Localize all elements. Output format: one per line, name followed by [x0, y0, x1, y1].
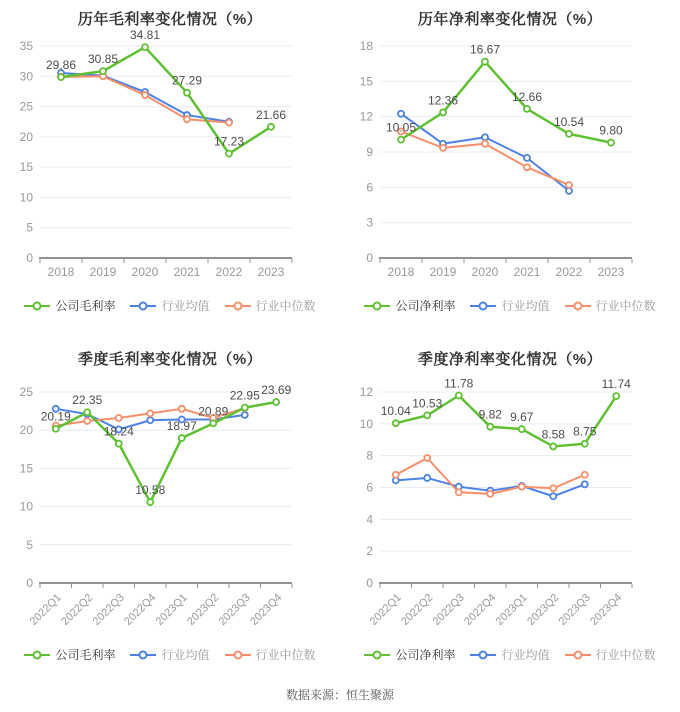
data-point-marker-industry-median: [524, 164, 530, 170]
x-axis-tick-label: 2023Q2: [525, 591, 562, 628]
data-point-marker-company: [58, 74, 64, 80]
legend-item-industry-avg[interactable]: [470, 646, 549, 663]
data-point-marker-industry-median: [393, 472, 399, 478]
legend-label: 行业中位数: [595, 648, 656, 662]
x-axis-tick-label: 2021: [513, 265, 541, 279]
y-axis-tick-label: 6: [366, 180, 373, 195]
data-source-note: 数据来源：恒生聚源: [285, 688, 394, 702]
chart-quarterly-net-margin: [340, 340, 680, 684]
data-point-marker-company: [210, 420, 216, 426]
data-label: 10.58: [135, 483, 166, 498]
data-point-marker-company: [273, 399, 279, 405]
data-point-marker-company: [550, 443, 556, 449]
data-point-marker-company: [613, 393, 619, 399]
y-axis-tick-label: 30: [19, 69, 33, 84]
y-axis-tick-label: 15: [19, 461, 33, 476]
data-label: 34.81: [129, 28, 161, 43]
data-label: 20.89: [198, 404, 229, 419]
data-point-marker-industry-avg: [242, 412, 248, 418]
x-axis-tick-label: 2019: [429, 265, 457, 279]
data-label: 20.19: [40, 409, 71, 424]
y-axis-tick-label: 12: [359, 385, 373, 399]
y-axis-tick-label: 10: [19, 190, 33, 205]
x-axis-tick-label: 2021: [173, 265, 201, 279]
data-point-marker-company: [242, 405, 248, 411]
legend-item-industry-avg[interactable]: [470, 297, 549, 314]
line-marker-icon: [24, 650, 50, 660]
data-label: 18.24: [103, 424, 134, 439]
plot-area: [0, 0, 340, 344]
y-axis-tick-label: 3: [366, 215, 373, 230]
x-axis-tick-label: 2023Q4: [248, 591, 285, 628]
legend-label: 行业均值: [161, 648, 210, 662]
x-axis-tick-label: 2019: [89, 265, 117, 279]
data-label: 23.69: [261, 383, 292, 398]
data-label: 21.66: [255, 107, 287, 122]
legend-label: 行业均值: [501, 299, 550, 313]
data-label: 18.97: [166, 419, 197, 434]
data-point-marker-industry-avg: [424, 475, 430, 481]
y-axis-tick-label: 6: [366, 480, 373, 495]
x-axis-tick-label: 2022: [215, 265, 243, 279]
data-point-marker-company: [184, 90, 190, 96]
legend-label: 公司净利率: [395, 299, 456, 313]
data-label: 12.36: [427, 93, 459, 108]
legend-label: 行业均值: [161, 299, 210, 313]
legend-item-industry-median[interactable]: [565, 297, 656, 314]
data-point-marker-industry-median: [456, 489, 462, 495]
y-axis-tick-label: 15: [359, 74, 373, 89]
data-point-marker-company: [393, 420, 399, 426]
y-axis-tick-label: 12: [359, 109, 373, 124]
data-point-marker-company: [398, 137, 404, 143]
legend-item-industry-median[interactable]: [565, 646, 656, 663]
line-marker-icon: [565, 650, 591, 660]
data-point-marker-company: [226, 151, 232, 157]
data-point-marker-company: [116, 441, 122, 447]
legend-label: 公司毛利率: [55, 648, 116, 662]
data-point-marker-company: [100, 68, 106, 74]
y-axis-tick-label: 5: [26, 220, 33, 235]
line-marker-icon: [364, 301, 390, 311]
line-marker-icon: [470, 301, 496, 311]
data-label: 10.05: [385, 120, 417, 135]
y-axis-tick-label: 0: [366, 251, 373, 265]
data-point-marker-company: [582, 441, 588, 447]
y-axis-tick-label: 0: [26, 576, 33, 590]
y-axis-tick-label: 15: [19, 160, 33, 175]
chart-title: 季度净利率变化情况（%）: [417, 351, 603, 368]
legend-item-industry-median[interactable]: [225, 646, 316, 663]
data-point-marker-industry-median: [226, 120, 232, 126]
x-axis-tick-label: 2022Q3: [90, 591, 127, 628]
x-axis-tick-label: 2023: [257, 265, 285, 279]
y-axis-tick-label: 20: [19, 423, 33, 438]
y-axis-tick-label: 2: [366, 544, 373, 559]
data-point-marker-industry-median: [84, 418, 90, 424]
data-point-marker-company: [84, 409, 90, 415]
legend-item-industry-avg[interactable]: [130, 297, 209, 314]
data-point-marker-industry-avg: [482, 134, 488, 140]
data-label: 8.75: [573, 424, 597, 439]
data-point-marker-industry-avg: [550, 493, 556, 499]
x-axis-tick-label: 2022Q3: [430, 591, 467, 628]
data-point-marker-industry-median: [142, 92, 148, 98]
data-point-marker-company: [456, 393, 462, 399]
data-point-marker-industry-median: [482, 141, 488, 147]
data-label: 29.86: [45, 58, 77, 73]
legend-item-company[interactable]: [364, 297, 455, 314]
y-axis-tick-label: 4: [366, 512, 373, 527]
plot-area: [340, 340, 680, 684]
chart-legend: [340, 646, 680, 663]
data-point-marker-industry-avg: [398, 111, 404, 117]
x-axis-tick-label: 2023: [597, 265, 625, 279]
data-point-marker-company: [424, 412, 430, 418]
chart-title: 历年毛利率变化情况（%）: [77, 11, 263, 28]
data-point-marker-industry-median: [184, 116, 190, 122]
x-axis-tick-label: 2023Q3: [556, 591, 593, 628]
legend-label: 行业中位数: [255, 648, 316, 662]
line-marker-icon: [24, 301, 50, 311]
x-axis-tick-label: 2022: [555, 265, 583, 279]
line-marker-icon: [130, 301, 156, 311]
data-label: 9.80: [599, 123, 623, 138]
chart-annual-net-margin: [340, 0, 680, 344]
x-axis-tick-label: 2023Q1: [493, 591, 530, 628]
data-point-marker-company: [179, 435, 185, 441]
data-point-marker-company: [53, 426, 59, 432]
data-point-marker-company: [519, 426, 525, 432]
legend-item-company[interactable]: [24, 646, 115, 663]
x-axis-tick-label: 2020: [471, 265, 499, 279]
x-axis-tick-label: 2022Q4: [122, 591, 159, 628]
chart-legend: [0, 297, 340, 314]
y-axis-tick-label: 18: [359, 39, 373, 53]
data-point-marker-industry-median: [440, 145, 446, 151]
line-marker-icon: [364, 650, 390, 660]
data-point-marker-industry-median: [179, 406, 185, 412]
x-axis-tick-label: 2023Q3: [216, 591, 253, 628]
data-point-marker-company: [524, 106, 530, 112]
y-axis-tick-label: 8: [366, 448, 373, 463]
legend-label: 行业中位数: [255, 299, 316, 313]
data-point-marker-industry-median: [487, 491, 493, 497]
legend-item-company[interactable]: [364, 646, 455, 663]
y-axis-tick-label: 0: [366, 576, 373, 590]
data-point-marker-industry-median: [424, 455, 430, 461]
data-point-marker-company: [566, 131, 572, 137]
data-point-marker-industry-median: [519, 484, 525, 490]
data-point-marker-industry-avg: [582, 481, 588, 487]
data-point-marker-company: [440, 109, 446, 115]
data-point-marker-industry-median: [582, 472, 588, 478]
y-axis-tick-label: 25: [19, 99, 33, 114]
legend-label: 公司毛利率: [55, 299, 116, 313]
data-point-marker-industry-avg: [147, 417, 153, 423]
x-axis-tick-label: 2022Q2: [399, 591, 436, 628]
data-point-marker-company: [147, 499, 153, 505]
y-axis-tick-label: 9: [366, 145, 373, 159]
legend-item-company[interactable]: [24, 297, 115, 314]
y-axis-tick-label: 35: [19, 39, 33, 53]
data-label: 22.35: [72, 393, 103, 408]
data-point-marker-company: [268, 124, 274, 130]
y-axis-tick-label: 20: [19, 129, 33, 144]
data-point-marker-company: [482, 59, 488, 65]
y-axis-tick-label: 5: [26, 537, 33, 552]
data-label: 9.67: [510, 410, 534, 425]
data-point-marker-industry-median: [566, 182, 572, 188]
data-label: 22.95: [229, 388, 260, 403]
chart-title: 季度毛利率变化情况（%）: [77, 351, 263, 368]
data-label: 27.29: [171, 73, 203, 88]
line-marker-icon: [470, 650, 496, 660]
line-marker-icon: [130, 650, 156, 660]
data-label: 8.58: [541, 427, 565, 442]
data-point-marker-company: [142, 44, 148, 50]
data-point-marker-company: [608, 140, 614, 146]
data-point-marker-industry-avg: [524, 155, 530, 161]
chart-annual-gross-margin: [0, 0, 340, 344]
x-axis-tick-label: 2022Q2: [59, 591, 96, 628]
x-axis-tick-label: 2022Q4: [462, 591, 499, 628]
plot-area: [340, 0, 680, 344]
x-axis-tick-label: 2018: [47, 265, 75, 279]
line-marker-icon: [565, 301, 591, 311]
data-label: 10.54: [553, 114, 585, 129]
data-point-marker-industry-median: [116, 415, 122, 421]
x-axis-tick-label: 2022Q1: [27, 591, 64, 628]
line-marker-icon: [225, 301, 251, 311]
x-axis-tick-label: 2022Q1: [367, 591, 404, 628]
y-axis-tick-label: 25: [19, 385, 33, 399]
data-label: 17.23: [213, 134, 245, 149]
data-point-marker-industry-median: [550, 485, 556, 491]
data-point-marker-industry-median: [147, 410, 153, 416]
data-label: 9.82: [478, 407, 502, 422]
y-axis-tick-label: 10: [359, 416, 373, 431]
chart-title: 历年净利率变化情况（%）: [417, 11, 603, 28]
data-point-marker-company: [487, 424, 493, 430]
legend-label: 公司净利率: [395, 648, 456, 662]
x-axis-tick-label: 2018: [387, 265, 415, 279]
x-axis-tick-label: 2023Q2: [185, 591, 222, 628]
x-axis-tick-label: 2023Q4: [588, 591, 625, 628]
line-marker-icon: [225, 650, 251, 660]
legend-label: 行业均值: [501, 648, 550, 662]
y-axis-tick-label: 0: [26, 251, 33, 265]
data-label: 11.78: [444, 376, 474, 391]
chart-legend: [340, 297, 680, 314]
chart-quarterly-gross-margin: [0, 340, 340, 684]
legend-item-industry-median[interactable]: [225, 297, 316, 314]
x-axis-tick-label: 2023Q1: [153, 591, 190, 628]
data-label: 12.66: [511, 89, 543, 104]
data-label: 11.74: [601, 377, 631, 392]
x-axis-tick-label: 2020: [131, 265, 159, 279]
data-label: 30.85: [87, 52, 119, 67]
data-label: 10.53: [412, 396, 443, 411]
legend-item-industry-avg[interactable]: [130, 646, 209, 663]
chart-legend: [0, 646, 340, 663]
data-label: 10.04: [380, 404, 411, 419]
legend-label: 行业中位数: [595, 299, 656, 313]
data-label: 16.67: [469, 42, 501, 57]
y-axis-tick-label: 10: [19, 499, 33, 514]
plot-area: [0, 340, 340, 684]
